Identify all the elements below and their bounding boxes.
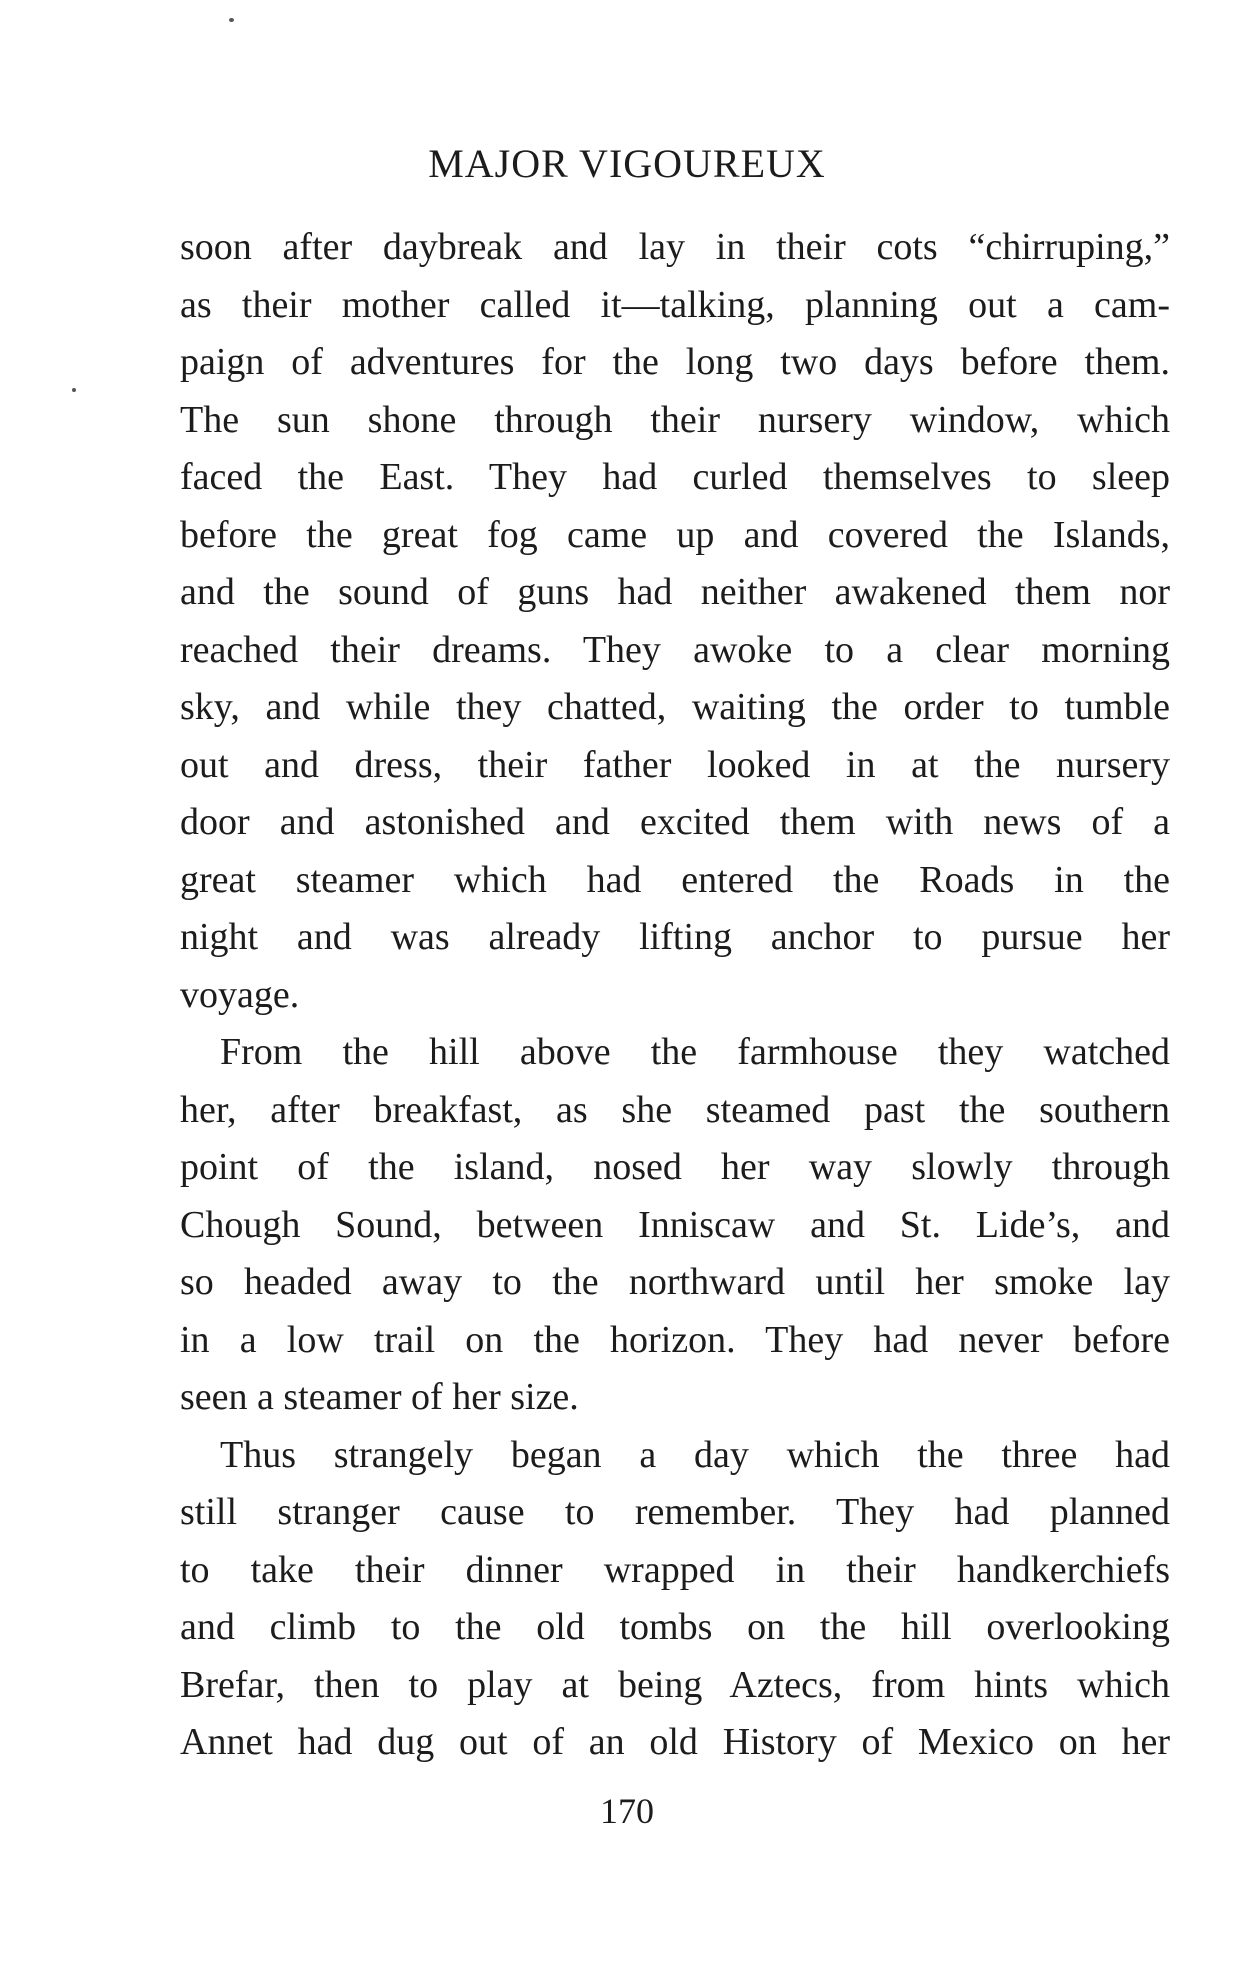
text-line: in a low trail on the horizon. They had never before xyxy=(180,1318,1170,1361)
paragraph xyxy=(180,1427,1170,1772)
text-line: voyage. xyxy=(180,973,300,1016)
text-line: to take their dinner wrapped in their handkerchiefs xyxy=(180,1548,1170,1591)
text-line: paign of adventures for the long two days before them. xyxy=(180,341,1170,383)
paragraph xyxy=(180,1024,1170,1427)
text-line: From the hill above the farmhouse they watched xyxy=(220,1031,1170,1073)
paragraph xyxy=(180,219,1170,1024)
print-speck xyxy=(72,388,76,392)
text-line: sky, and while they chatted, waiting the order to tumble xyxy=(180,686,1170,728)
text-line: seen a steamer of her size. xyxy=(180,1376,579,1418)
text-line: The sun shone through their nursery window, which xyxy=(180,398,1170,441)
text-line: and the sound of guns had neither awakened them nor xyxy=(180,571,1170,613)
text-line: before the great fog came up and covered the Islands, xyxy=(180,513,1170,556)
text-line: so headed away to the northward until her smoke lay xyxy=(180,1261,1170,1303)
text-line: point of the island, nosed her way slowly through xyxy=(180,1146,1170,1188)
running-head: MAJOR VIGOUREUX xyxy=(428,141,826,186)
text-line: door and astonished and excited them with news of a xyxy=(180,801,1170,843)
text-line: her, after breakfast, as she steamed past the southern xyxy=(180,1088,1170,1131)
text-line: faced the East. They had curled themselves to sleep xyxy=(180,456,1170,498)
print-speck xyxy=(229,18,234,22)
text-line: as their mother called it—talking, planning out a cam- xyxy=(180,283,1170,326)
text-line: reached their dreams. They awoke to a clear morning xyxy=(180,628,1170,671)
text-line: and climb to the old tombs on the hill overlooking xyxy=(180,1606,1170,1648)
text-line: out and dress, their father looked in at the nursery xyxy=(180,743,1170,786)
text-line: soon after daybreak and lay in their cots “chirruping,” xyxy=(180,226,1170,268)
text-line: great steamer which had entered the Roads in the xyxy=(180,858,1170,901)
body-text xyxy=(180,219,1170,1772)
text-line: Chough Sound, between Inniscaw and St. Lide’s, and xyxy=(180,1203,1170,1246)
text-line: still stranger cause to remember. They had planned xyxy=(180,1491,1170,1533)
text-line: night and was already lifting anchor to pursue her xyxy=(180,916,1170,958)
page-number: 170 xyxy=(600,1791,654,1831)
text-line: Annet had dug out of an old History of Mexico on her xyxy=(180,1721,1170,1763)
text-line: Brefar, then to play at being Aztecs, from hints which xyxy=(180,1663,1170,1706)
text-line: Thus strangely began a day which the three had xyxy=(220,1433,1170,1476)
